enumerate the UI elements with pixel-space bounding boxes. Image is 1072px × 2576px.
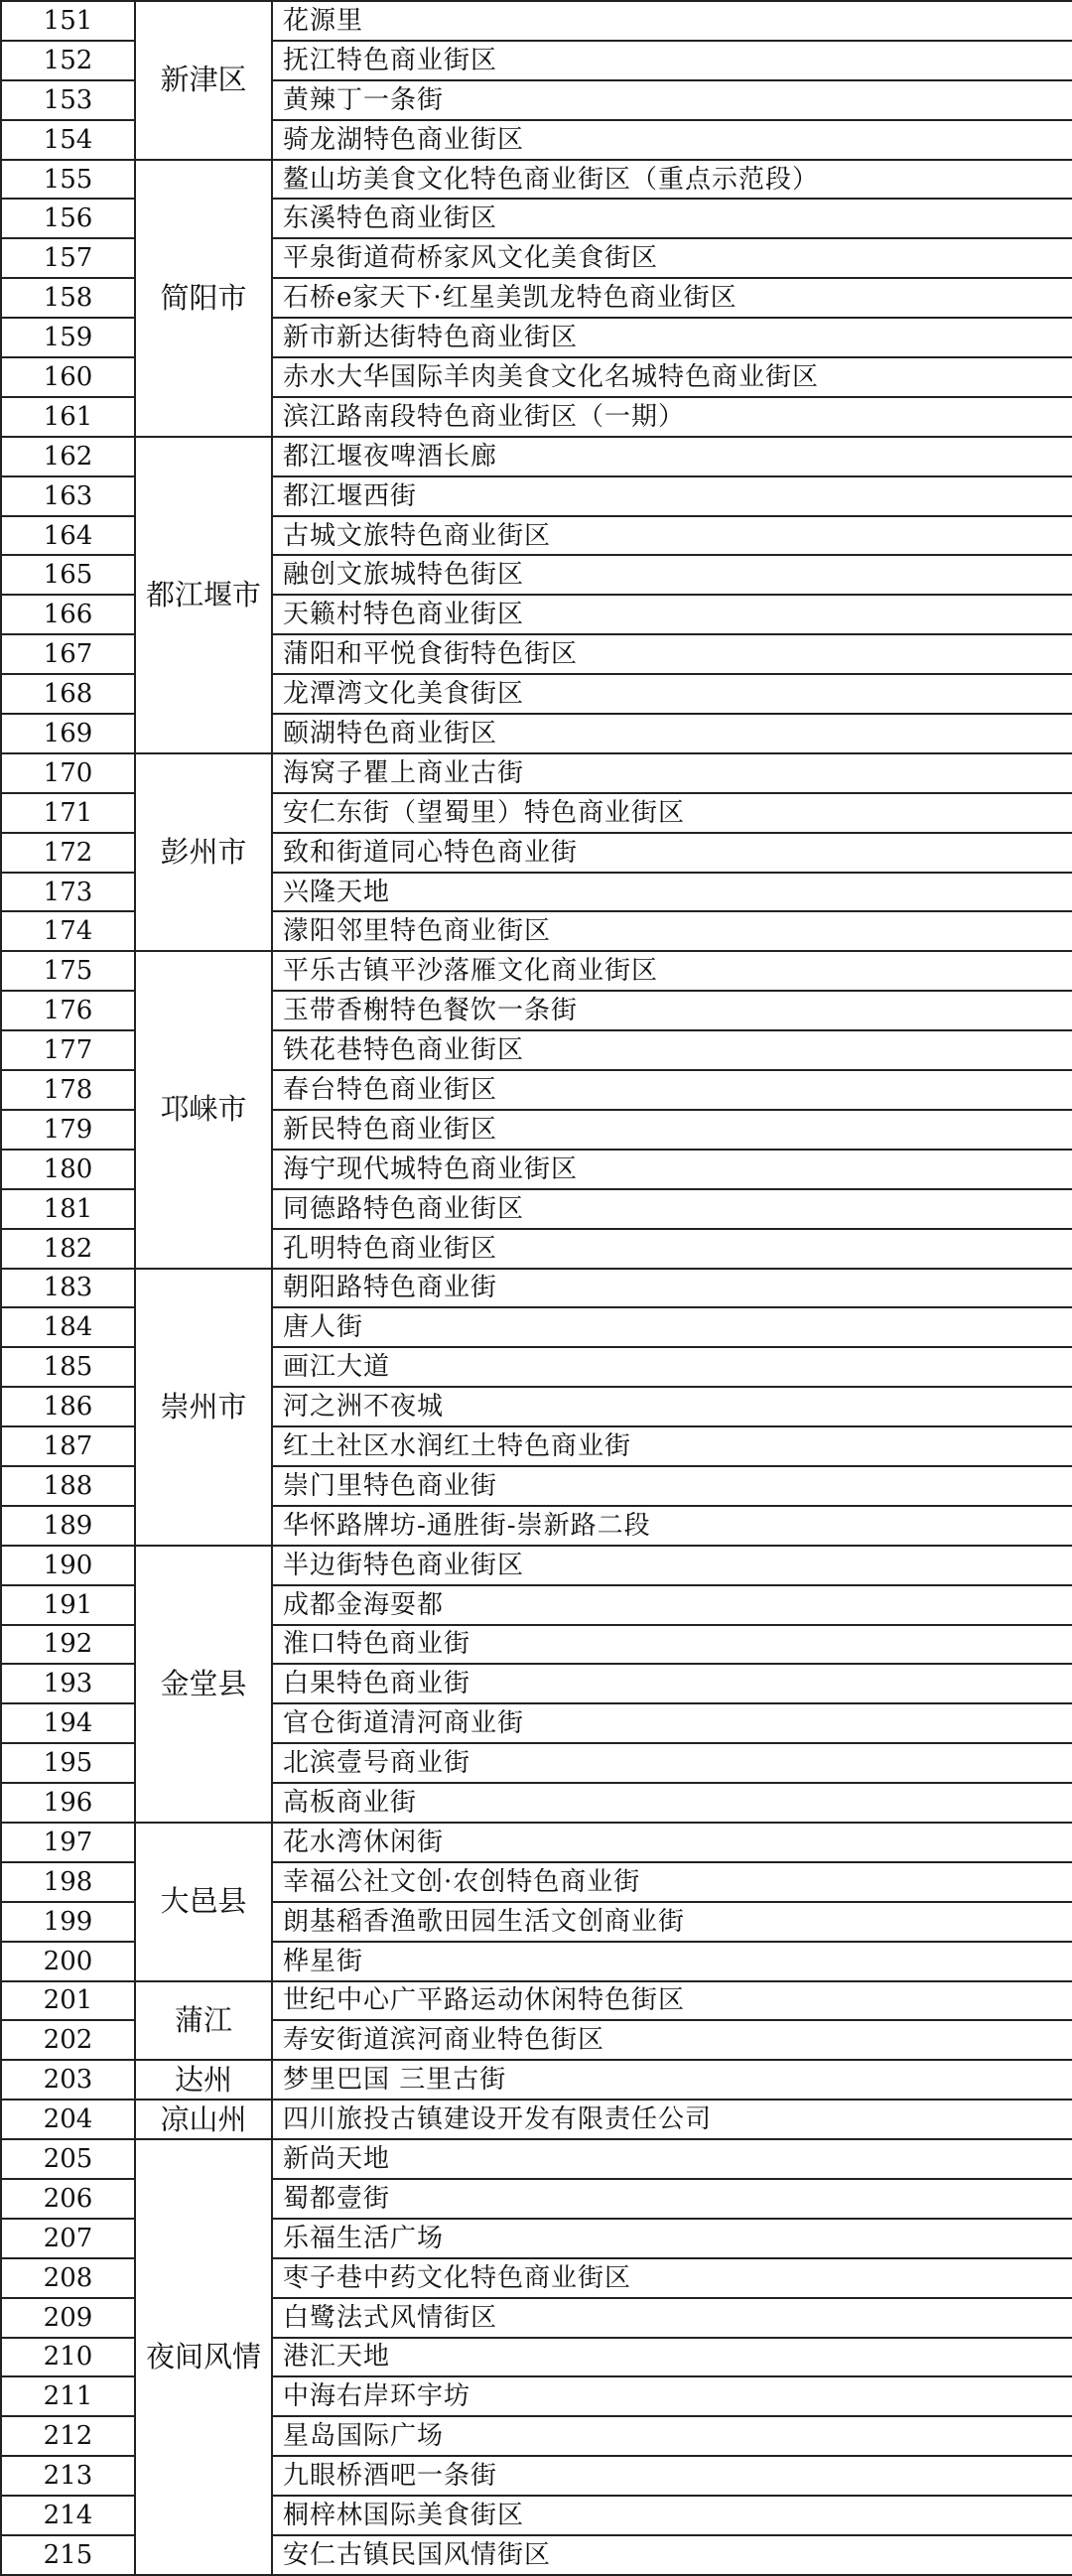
table-row <box>1 437 1072 476</box>
table-row <box>1 2100 1072 2139</box>
row-number: 213 <box>1 2456 135 2496</box>
row-number: 179 <box>1 1110 135 1150</box>
row-number: 153 <box>1 80 135 120</box>
row-number: 188 <box>1 1466 135 1506</box>
table-row <box>1 2060 1072 2100</box>
street-name: 中海右岸环宇坊 <box>272 2376 1072 2416</box>
row-number: 192 <box>1 1625 135 1665</box>
street-name: 高板商业街 <box>272 1783 1072 1823</box>
row-number: 200 <box>1 1942 135 1981</box>
row-number: 183 <box>1 1269 135 1308</box>
row-number: 152 <box>1 41 135 80</box>
street-name: 古城文旅特色商业街区 <box>272 516 1072 556</box>
street-name: 白鹭法式风情街区 <box>272 2298 1072 2338</box>
street-name: 北滨壹号商业街 <box>272 1743 1072 1783</box>
street-name: 孔明特色商业街区 <box>272 1229 1072 1269</box>
row-number: 191 <box>1 1585 135 1625</box>
row-number: 182 <box>1 1229 135 1269</box>
street-name: 玉带香榭特色餐饮一条街 <box>272 991 1072 1030</box>
row-number: 165 <box>1 555 135 595</box>
street-name: 天籁村特色商业街区 <box>272 595 1072 634</box>
row-number: 178 <box>1 1070 135 1110</box>
region-cell: 崇州市 <box>135 1269 272 1546</box>
row-number: 198 <box>1 1862 135 1902</box>
row-number: 176 <box>1 991 135 1030</box>
row-number: 167 <box>1 634 135 674</box>
street-name: 同德路特色商业街区 <box>272 1189 1072 1229</box>
street-name: 平泉街道荷桥家风文化美食街区 <box>272 238 1072 278</box>
street-name: 骑龙湖特色商业街区 <box>272 120 1072 160</box>
region-cell: 简阳市 <box>135 160 272 437</box>
table-row <box>1 1546 1072 1585</box>
street-name: 致和街道同心特色商业街 <box>272 833 1072 873</box>
street-name: 龙潭湾文化美食街区 <box>272 674 1072 714</box>
row-number: 156 <box>1 199 135 238</box>
table-row <box>1 1 1072 41</box>
street-name: 淮口特色商业街 <box>272 1625 1072 1665</box>
street-name: 朝阳路特色商业街 <box>272 1269 1072 1308</box>
street-name: 花源里 <box>272 1 1072 41</box>
row-number: 190 <box>1 1546 135 1585</box>
region-cell: 都江堰市 <box>135 437 272 753</box>
street-name: 赤水大华国际羊肉美食文化名城特色商业街区 <box>272 357 1072 397</box>
street-name: 成都金海耍都 <box>272 1585 1072 1625</box>
row-number: 169 <box>1 714 135 753</box>
row-number: 194 <box>1 1703 135 1743</box>
table-row <box>1 1981 1072 2021</box>
row-number: 166 <box>1 595 135 634</box>
row-number: 158 <box>1 278 135 318</box>
table-row <box>1 1269 1072 1308</box>
row-number: 159 <box>1 318 135 357</box>
row-number: 189 <box>1 1506 135 1546</box>
street-name: 兴隆天地 <box>272 873 1072 912</box>
row-number: 154 <box>1 120 135 160</box>
row-number: 196 <box>1 1783 135 1823</box>
row-number: 201 <box>1 1981 135 2021</box>
street-name: 都江堰西街 <box>272 476 1072 516</box>
street-name: 枣子巷中药文化特色商业街区 <box>272 2258 1072 2298</box>
row-number: 172 <box>1 833 135 873</box>
street-name: 梦里巴国 三里古街 <box>272 2060 1072 2100</box>
region-cell: 新津区 <box>135 1 272 160</box>
region-cell: 彭州市 <box>135 753 272 951</box>
street-name: 唐人街 <box>272 1307 1072 1347</box>
street-name: 新市新达街特色商业街区 <box>272 318 1072 357</box>
row-number: 206 <box>1 2179 135 2219</box>
row-number: 173 <box>1 873 135 912</box>
street-name: 安仁东街（望蜀里）特色商业街区 <box>272 793 1072 833</box>
row-number: 195 <box>1 1743 135 1783</box>
row-number: 210 <box>1 2338 135 2377</box>
street-name: 海窝子瞿上商业古街 <box>272 753 1072 793</box>
street-name: 华怀路牌坊-通胜街-崇新路二段 <box>272 1506 1072 1546</box>
region-cell: 夜间风情 <box>135 2139 272 2575</box>
table-body <box>1 1 1072 2575</box>
row-number: 155 <box>1 160 135 200</box>
street-name: 安仁古镇民国风情街区 <box>272 2535 1072 2575</box>
row-number: 181 <box>1 1189 135 1229</box>
row-number: 209 <box>1 2298 135 2338</box>
street-name: 半边街特色商业街区 <box>272 1546 1072 1585</box>
row-number: 180 <box>1 1150 135 1189</box>
street-name: 桐梓林国际美食街区 <box>272 2496 1072 2535</box>
street-name: 河之洲不夜城 <box>272 1387 1072 1426</box>
table-row <box>1 951 1072 991</box>
row-number: 171 <box>1 793 135 833</box>
row-number: 207 <box>1 2219 135 2258</box>
row-number: 211 <box>1 2376 135 2416</box>
row-number: 187 <box>1 1426 135 1466</box>
region-cell: 大邑县 <box>135 1823 272 1981</box>
street-name: 蜀都壹街 <box>272 2179 1072 2219</box>
region-cell: 达州 <box>135 2060 272 2100</box>
street-name: 濛阳邻里特色商业街区 <box>272 911 1072 951</box>
region-cell: 金堂县 <box>135 1546 272 1823</box>
row-number: 212 <box>1 2416 135 2456</box>
street-name: 桦星街 <box>272 1942 1072 1981</box>
region-cell: 邛崃市 <box>135 951 272 1268</box>
street-name: 寿安街道滨河商业特色街区 <box>272 2020 1072 2060</box>
row-number: 186 <box>1 1387 135 1426</box>
street-name: 融创文旅城特色街区 <box>272 555 1072 595</box>
street-name: 黄辣丁一条街 <box>272 80 1072 120</box>
row-number: 193 <box>1 1664 135 1703</box>
street-name: 蒲阳和平悦食街特色街区 <box>272 634 1072 674</box>
street-name: 海宁现代城特色商业街区 <box>272 1150 1072 1189</box>
street-name: 崇门里特色商业街 <box>272 1466 1072 1506</box>
street-name: 幸福公社文创·农创特色商业街 <box>272 1862 1072 1902</box>
street-name: 九眼桥酒吧一条街 <box>272 2456 1072 2496</box>
row-number: 184 <box>1 1307 135 1347</box>
row-number: 203 <box>1 2060 135 2100</box>
row-number: 199 <box>1 1902 135 1942</box>
street-name: 鳌山坊美食文化特色商业街区（重点示范段） <box>272 160 1072 200</box>
row-number: 202 <box>1 2020 135 2060</box>
row-number: 208 <box>1 2258 135 2298</box>
street-name: 石桥e家天下·红星美凯龙特色商业街区 <box>272 278 1072 318</box>
row-number: 164 <box>1 516 135 556</box>
street-name: 世纪中心广平路运动休闲特色街区 <box>272 1981 1072 2021</box>
row-number: 214 <box>1 2496 135 2535</box>
street-name: 港汇天地 <box>272 2338 1072 2377</box>
row-number: 185 <box>1 1347 135 1387</box>
table-row <box>1 1823 1072 1862</box>
street-name: 都江堰夜啤酒长廊 <box>272 437 1072 476</box>
street-name: 东溪特色商业街区 <box>272 199 1072 238</box>
row-number: 215 <box>1 2535 135 2575</box>
row-number: 175 <box>1 951 135 991</box>
row-number: 205 <box>1 2139 135 2179</box>
street-name: 画江大道 <box>272 1347 1072 1387</box>
table-row <box>1 2139 1072 2179</box>
street-name: 朗基稻香渔歌田园生活文创商业街 <box>272 1902 1072 1942</box>
street-name: 抚江特色商业街区 <box>272 41 1072 80</box>
row-number: 157 <box>1 238 135 278</box>
street-name: 新民特色商业街区 <box>272 1110 1072 1150</box>
street-name: 乐福生活广场 <box>272 2219 1072 2258</box>
street-name: 白果特色商业街 <box>272 1664 1072 1703</box>
row-number: 174 <box>1 911 135 951</box>
street-name: 花水湾休闲街 <box>272 1823 1072 1862</box>
table-row <box>1 160 1072 200</box>
street-name: 星岛国际广场 <box>272 2416 1072 2456</box>
street-name: 颐湖特色商业街区 <box>272 714 1072 753</box>
row-number: 151 <box>1 1 135 41</box>
row-number: 161 <box>1 397 135 437</box>
street-name: 新尚天地 <box>272 2139 1072 2179</box>
street-name: 四川旅投古镇建设开发有限责任公司 <box>272 2100 1072 2139</box>
row-number: 168 <box>1 674 135 714</box>
row-number: 160 <box>1 357 135 397</box>
street-name: 官仓街道清河商业街 <box>272 1703 1072 1743</box>
row-number: 162 <box>1 437 135 476</box>
region-cell: 凉山州 <box>135 2100 272 2139</box>
street-name: 春台特色商业街区 <box>272 1070 1072 1110</box>
row-number: 163 <box>1 476 135 516</box>
street-name: 红土社区水润红土特色商业街 <box>272 1426 1072 1466</box>
street-name: 滨江路南段特色商业街区（一期） <box>272 397 1072 437</box>
table-row <box>1 753 1072 793</box>
region-cell: 蒲江 <box>135 1981 272 2061</box>
row-number: 204 <box>1 2100 135 2139</box>
row-number: 177 <box>1 1030 135 1070</box>
row-number: 170 <box>1 753 135 793</box>
street-name: 铁花巷特色商业街区 <box>272 1030 1072 1070</box>
street-name: 平乐古镇平沙落雁文化商业街区 <box>272 951 1072 991</box>
row-number: 197 <box>1 1823 135 1862</box>
